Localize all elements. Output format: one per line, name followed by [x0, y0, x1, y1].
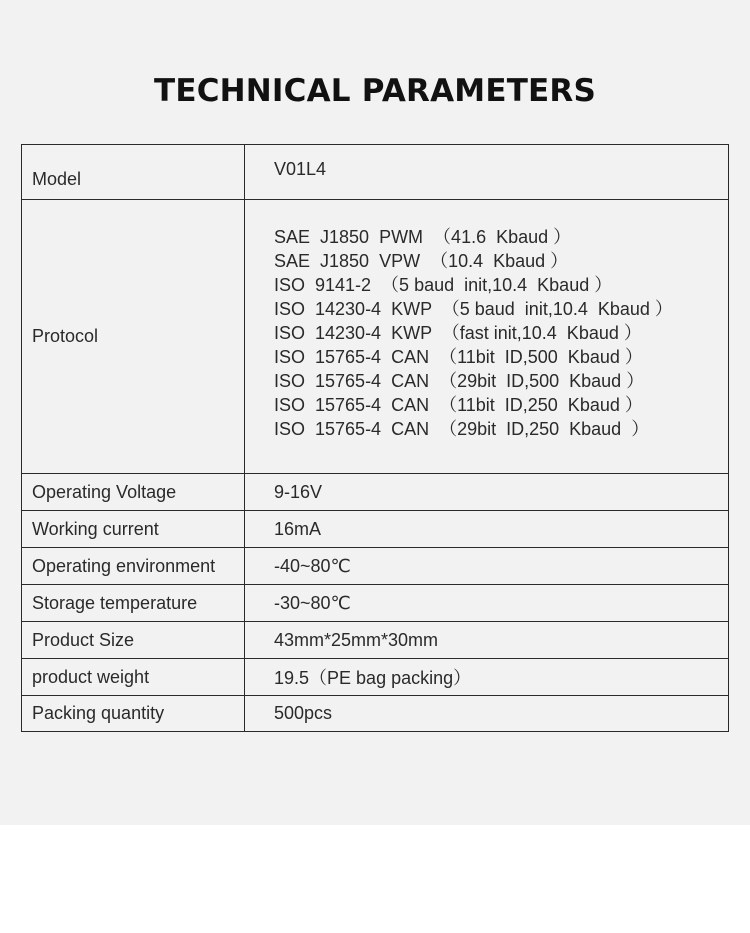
row-value: 500pcs — [245, 696, 729, 732]
table-row-operating-environment — [22, 548, 729, 585]
row-value: 43mm*25mm*30mm — [245, 622, 729, 659]
protocol-item: SAE J1850 PWM （41.6 Kbaud ） — [274, 226, 572, 247]
table-row-product-weight — [22, 659, 729, 696]
protocol-item: ISO 14230-4 KWP （5 baud init,10.4 Kbaud ） — [274, 298, 673, 319]
row-value: 9-16V — [245, 474, 729, 511]
row-label-model — [22, 145, 245, 200]
table-row-working-current — [22, 511, 729, 548]
parameters-table — [21, 144, 729, 732]
protocol-list — [274, 225, 728, 441]
protocol-item: SAE J1850 VPW （10.4 Kbaud ） — [274, 250, 569, 271]
page-title: TECHNICAL PARAMETERS — [153, 73, 597, 109]
model-label: Model — [32, 168, 82, 189]
table-row-model — [22, 145, 729, 200]
row-label: Product Size — [22, 622, 245, 659]
protocol-item: ISO 15765-4 CAN （11bit ID,500 Kbaud ） — [274, 346, 643, 367]
row-value: 16mA — [245, 511, 729, 548]
protocol-item: ISO 15765-4 CAN （29bit ID,500 Kbaud ） — [274, 370, 645, 391]
row-label: Operating Voltage — [22, 474, 245, 511]
protocol-item: ISO 14230-4 KWP （fast init,10.4 Kbaud ） — [274, 322, 642, 343]
protocol-item: ISO 15765-4 CAN （29bit ID,250 Kbaud ） — [274, 418, 650, 439]
model-value: V01L4 — [274, 158, 327, 179]
row-label: Storage temperature — [22, 585, 245, 622]
row-value: 19.5（PE bag packing） — [245, 659, 729, 696]
row-value-model — [245, 145, 729, 200]
row-label-protocol — [22, 200, 245, 474]
row-value-protocol — [245, 200, 729, 474]
row-label: Packing quantity — [22, 696, 245, 732]
table-row-protocol — [22, 200, 729, 474]
table-row-packing-quantity — [22, 696, 729, 732]
row-value: -30~80℃ — [245, 585, 729, 622]
protocol-label: Protocol — [32, 326, 99, 346]
table-row-storage-temperature — [22, 585, 729, 622]
row-label: product weight — [22, 659, 245, 696]
protocol-item: ISO 15765-4 CAN （11bit ID,250 Kbaud ） — [274, 394, 643, 415]
row-label: Operating environment — [22, 548, 245, 585]
row-value: -40~80℃ — [245, 548, 729, 585]
protocol-item: ISO 9141-2 （5 baud init,10.4 Kbaud ） — [274, 274, 613, 295]
row-label: Working current — [22, 511, 245, 548]
table-row-product-size — [22, 622, 729, 659]
table-row-operating-voltage — [22, 474, 729, 511]
